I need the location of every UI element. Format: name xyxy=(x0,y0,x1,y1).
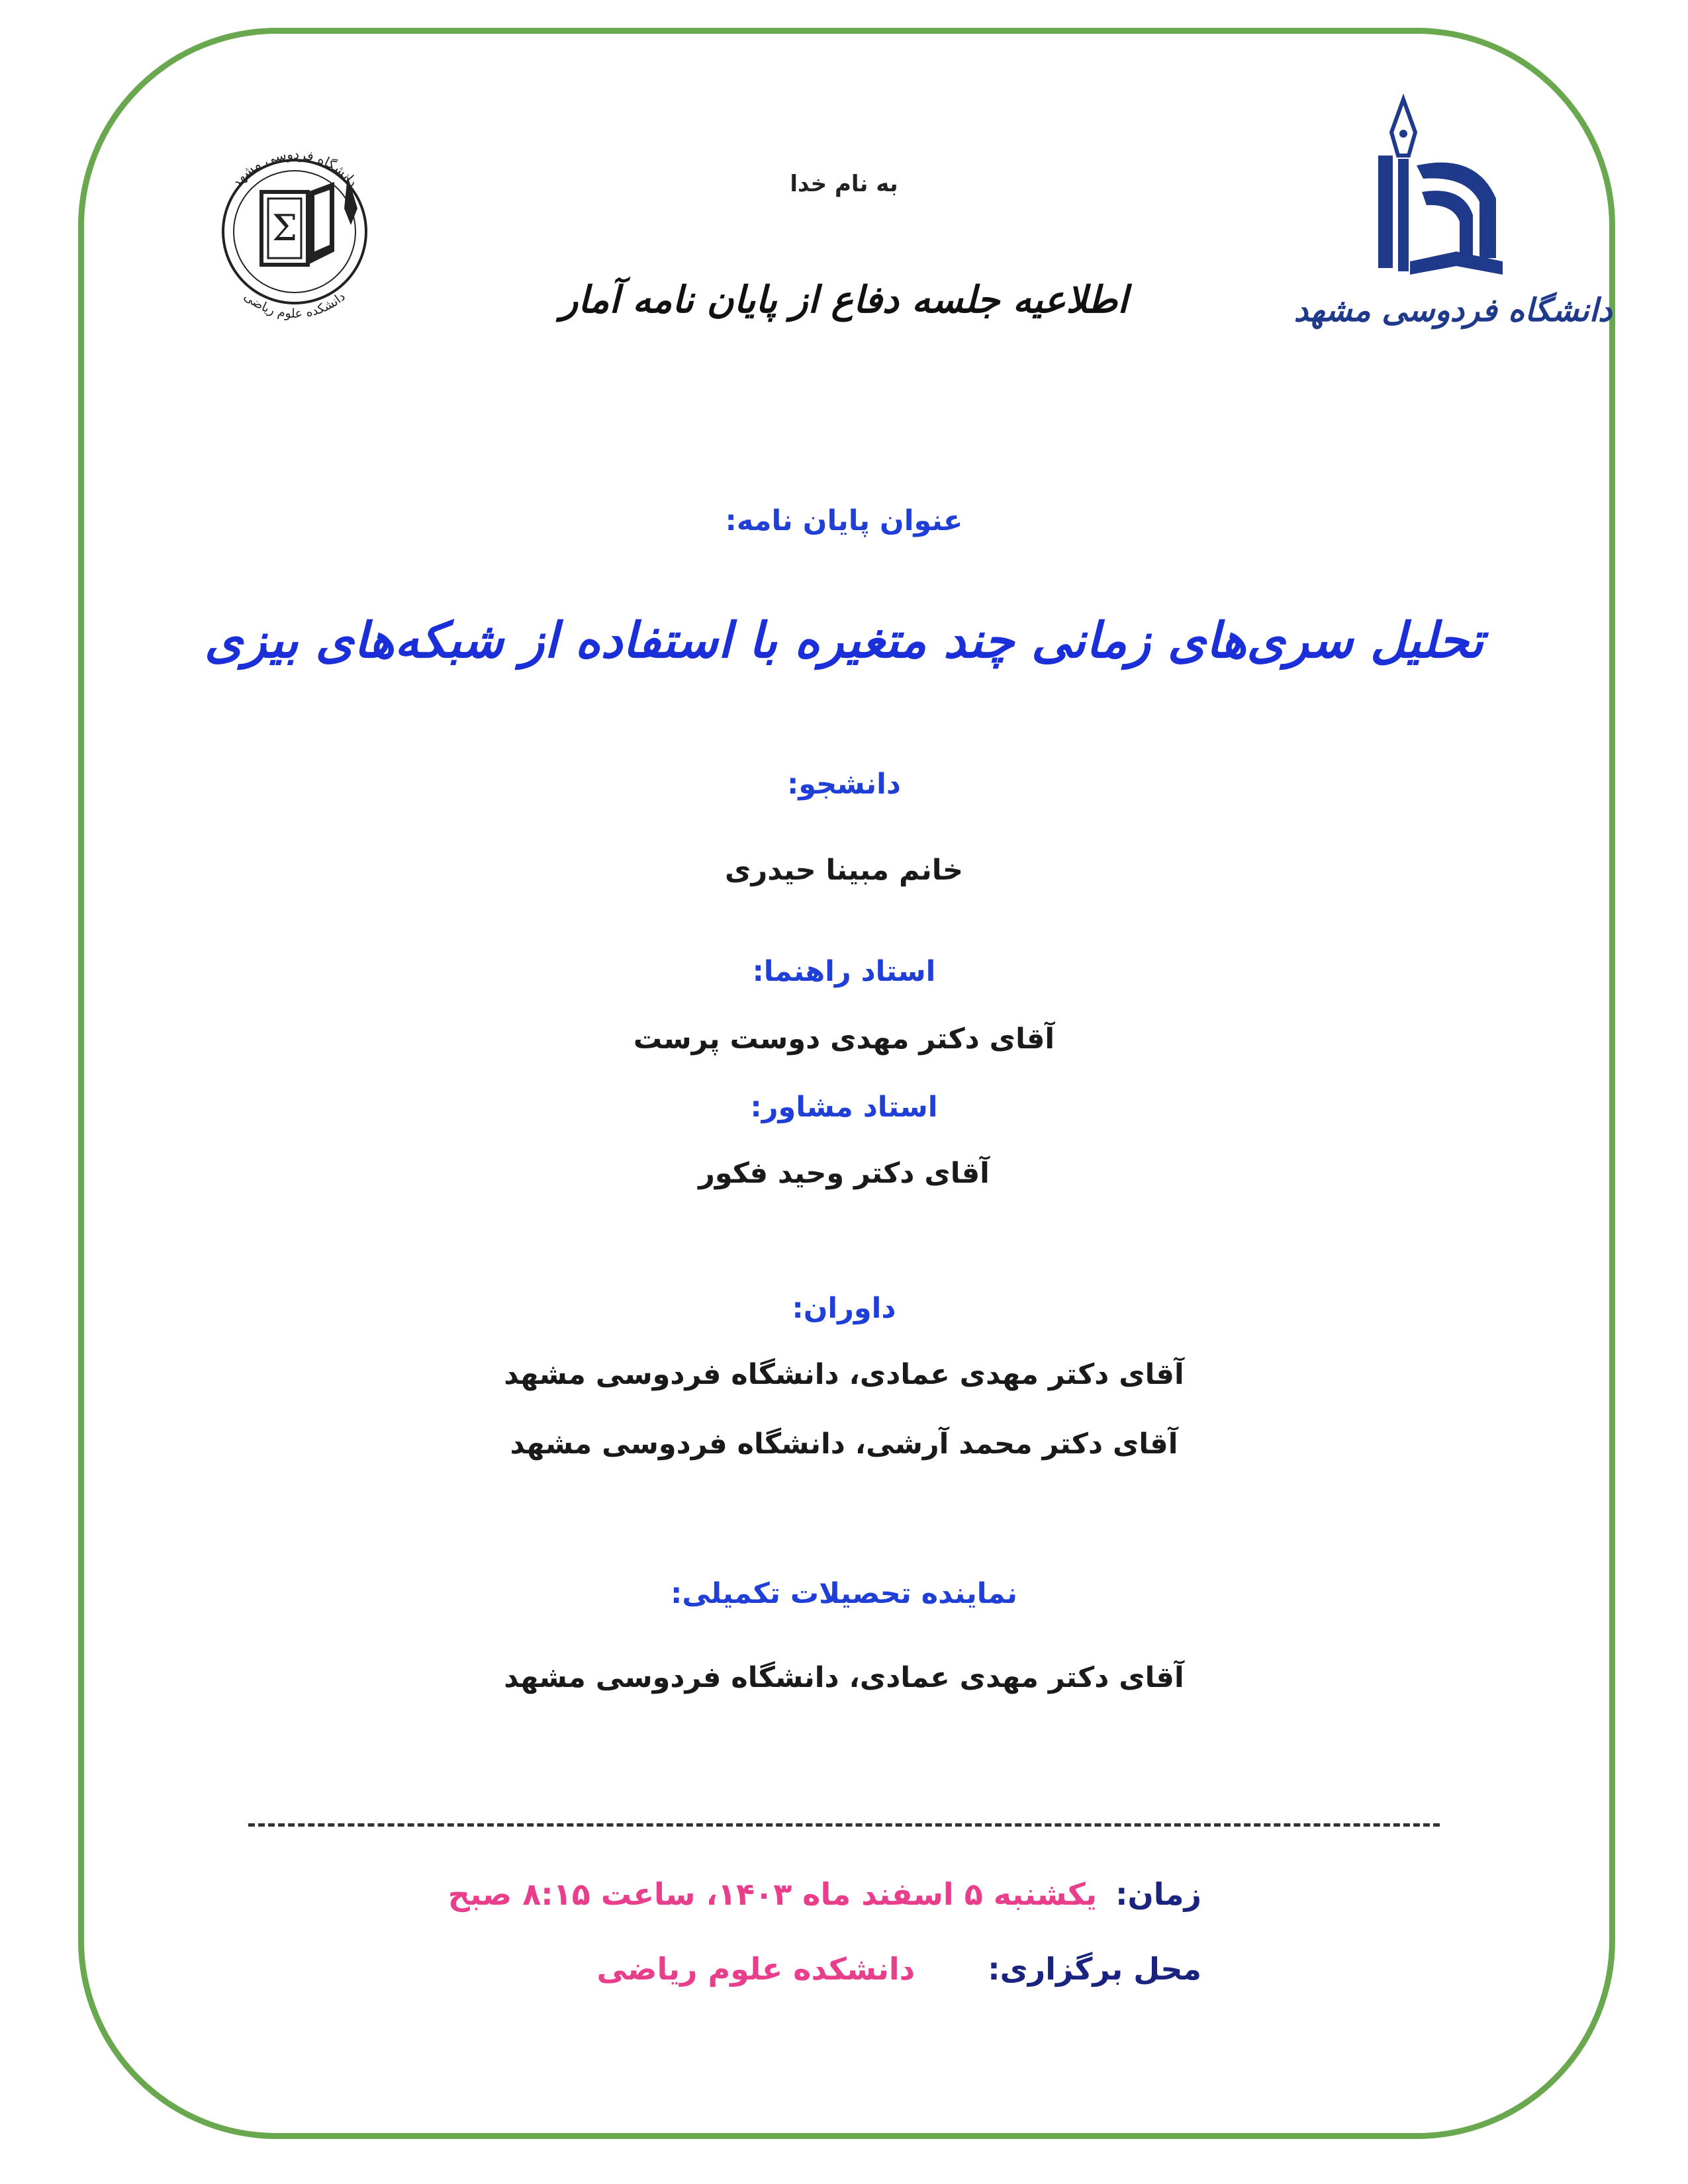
event-place xyxy=(597,1951,1202,1987)
svg-text:Σ: Σ xyxy=(271,207,298,249)
advisor-name: آقای دکتر وحید فکور xyxy=(698,1157,990,1190)
referee-item: آقای دکتر محمد آرشی، دانشگاه فردوسی مشهد xyxy=(510,1428,1178,1461)
thesis-title: تحلیل سری‌های زمانی چند متغیره با استفاده از شبکه‌های بیزی xyxy=(204,612,1484,669)
supervisor-name: آقای دکتر مهدی دوست پرست xyxy=(633,1023,1055,1056)
referees-label: داوران: xyxy=(792,1292,896,1325)
student-label: دانشجو: xyxy=(787,768,901,801)
event-time-label: زمان: xyxy=(1115,1876,1201,1912)
advisor-label: استاد مشاور: xyxy=(750,1091,938,1124)
graduate-rep-name: آقای دکتر مهدی عمادی، دانشگاه فردوسی مشهد xyxy=(504,1661,1184,1694)
graduate-rep-label: نماینده تحصیلات تکمیلی: xyxy=(671,1577,1017,1610)
section-divider xyxy=(248,1823,1440,1827)
supervisor-label: استاد راهنما: xyxy=(752,955,936,988)
event-time-value: یکشنبه ۵ اسفند ماه ۱۴۰۳، ساعت ۸:۱۵ صبح xyxy=(447,1876,1098,1912)
event-time xyxy=(448,1876,1201,1912)
logo-left-arc-bottom: دانشکده علوم ریاضی xyxy=(241,289,348,322)
logo-left-arc-top: دانشگاه فردوسی مشهد xyxy=(228,146,361,190)
student-name: خانم مبینا حیدری xyxy=(725,854,963,887)
bismillah-heading: به نام خدا xyxy=(790,171,898,197)
announcement-heading: اطلاعیه جلسه دفاع از پایان نامه آمار xyxy=(560,278,1128,322)
event-place-label: محل برگزاری: xyxy=(988,1951,1201,1987)
referee-item: آقای دکتر مهدی عمادی، دانشگاه فردوسی مشهد xyxy=(504,1358,1184,1391)
event-place-value: دانشکده علوم ریاضی xyxy=(596,1951,915,1987)
logo-right-caption: دانشگاه فردوسی مشهد xyxy=(1293,292,1613,329)
thesis-title-label: عنوان پایان نامه: xyxy=(725,504,963,537)
